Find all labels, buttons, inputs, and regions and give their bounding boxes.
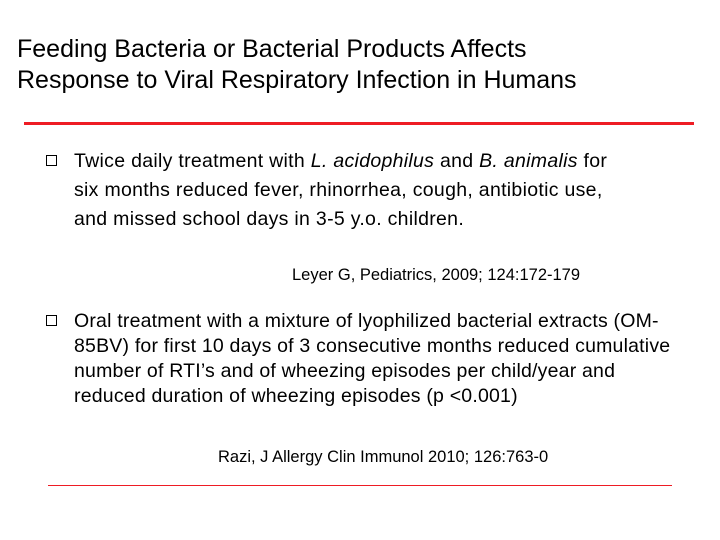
slide-title <box>17 34 707 96</box>
title-line-1: Feeding Bacteria or Bacterial Products Affects <box>17 35 527 63</box>
bullet-item-probiotics <box>74 147 634 234</box>
bullet-text: Twice daily treatment with <box>74 150 311 172</box>
bullet-text: for six months reduced fever, rhinorrhea, cough, antibiotic use, and missed school days in 3-5 y.o. children. <box>74 150 608 230</box>
bullet-item-bacterial-extracts <box>74 309 674 409</box>
footer-divider <box>48 485 672 486</box>
square-bullet-icon <box>46 155 57 166</box>
species-name: L. acidophilus <box>310 150 435 172</box>
bullet-text: and <box>434 150 480 172</box>
citation-razi: Razi, J Allergy Clin Immunol 2010; 126:763-0 <box>218 448 549 466</box>
bullet-text: Oral treatment with a mixture of lyophilized bacterial extracts (OM-85BV) for first 10 days of 3 consecutive months reduced cumulative number of RTI’s and of wheezing episodes per child/year and reduced duration of wheezing episodes (p <0.001) <box>74 310 671 407</box>
species-name: B. animalis <box>479 150 578 172</box>
citation-leyer: Leyer G, Pediatrics, 2009; 124:172-179 <box>292 266 581 284</box>
square-bullet-icon <box>46 315 57 326</box>
title-divider <box>24 122 694 125</box>
title-line-2: Response to Viral Respiratory Infection in Humans <box>17 66 577 94</box>
